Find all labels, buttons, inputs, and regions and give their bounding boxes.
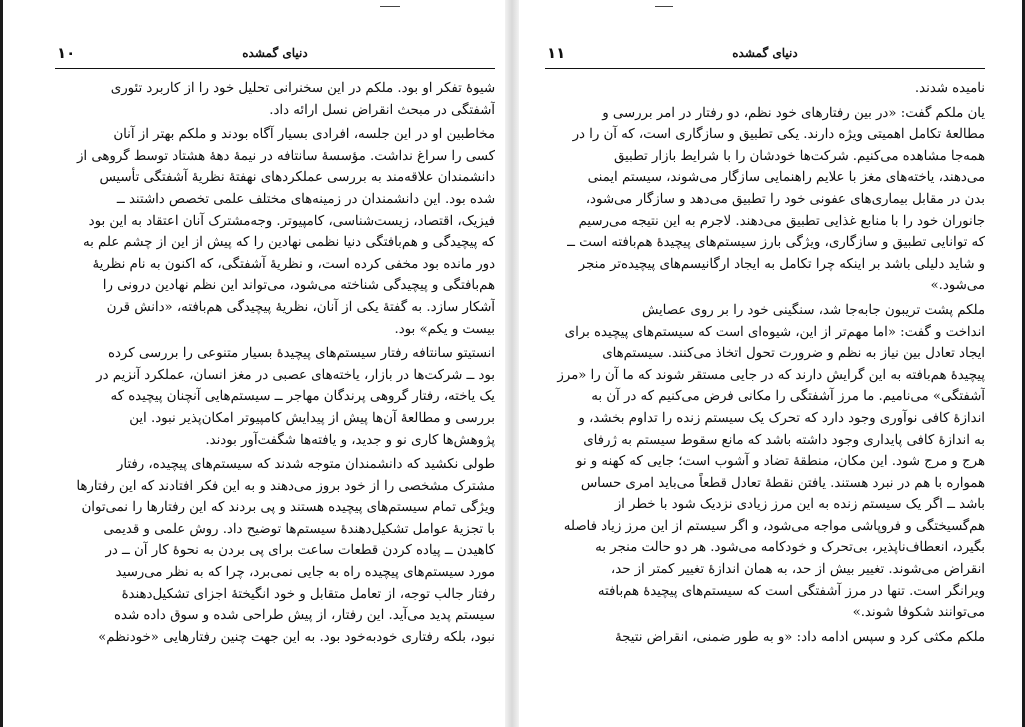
text-line: هم‌گسیختگی و فروپاشی مواجه می‌شود، و اگر سیستم از این مرز زیاد فاصله <box>563 518 985 534</box>
text-line: می‌دهند، یاخته‌های مغز با علایم راهنمایی سازگار می‌شوند، سیستم ایمنی <box>587 170 985 186</box>
paragraph <box>55 124 495 340</box>
text-line: نامیده شدند. <box>914 81 985 96</box>
text-line: یک یاخته، رفتار گروهی پرندگان مهاجر ــ سیستم‌هایی آنچنان پیچیده که <box>110 389 495 405</box>
page-header <box>545 44 985 69</box>
text-line: جانوران خود را با منابع غذایی تطبیق می‌دهند. لاجرم به این نتیجه می‌رسیم <box>578 213 985 229</box>
text-line: پیچیدهٔ هم‌بافته به این گرایش دارند که در جایی مستقر شوند که ما آن را «مرز <box>557 367 985 383</box>
text-line: یان ملکم گفت: «در بین رفتارهای خود نظم، دو رفتار در امر بررسی و <box>602 105 985 121</box>
paragraph <box>55 454 495 648</box>
text-line: ایجاد تعادل بین نیاز به نظم و ضرورت تحول اتخاذ می‌کنند. سیستم‌های <box>602 346 985 362</box>
text-line: بگیرد، انعطاف‌ناپذیر، بی‌تحرک و خودکامه می‌شود. هر دو حالت منجر به <box>595 540 985 556</box>
text-line: کسی را سراغ نداشت. مؤسسهٔ سانتافه در نیمهٔ دههٔ هشتاد توسط گروهی از <box>76 148 495 164</box>
text-line: فیزیک، اقتصاد، زیست‌شناسی، کامپیوتر. وجه‌مشترک آنان اعتقاد به این بود <box>88 213 495 229</box>
text-line: پژوهش‌ها کاری نو و جدید، و یافته‌ها شگفت‌آور بودند. <box>205 432 495 448</box>
text-line: با تجزیهٔ عوامل تشکیل‌دهندهٔ سیستم‌ها توضیح داد. روش علمی و قدیمی <box>103 521 495 537</box>
text-line: آشفتگی» می‌نامیم. ما مرز آشفتگی را مکانی فرض می‌کنیم که در آن به <box>591 389 985 405</box>
text-line: شیوهٔ تفکر او بود. ملکم در این سخنرانی تحلیل خود را از کاربرد تئوری <box>110 81 495 96</box>
page-header <box>55 44 495 69</box>
right-page <box>545 0 985 727</box>
paragraph <box>545 300 985 624</box>
text-line: باشد ــ اگر یک سیستم زنده به این مرز زیادی نزدیک شود با خطر از <box>614 497 985 513</box>
paragraph <box>545 78 985 100</box>
page-body <box>545 78 985 651</box>
running-title: دنیای گمشده <box>732 46 798 60</box>
text-line: نبود، بلکه رفتاری خودبه‌خود بود. به این جهت چنین رفتارهایی «خودنظم» <box>98 629 495 645</box>
text-line: دانشمندان علاقه‌مند به بررسی عملکردهای نهفتهٔ نظریهٔ آشفتگی تأسیس <box>99 170 495 186</box>
book-gutter <box>505 0 519 727</box>
scan-edge-left <box>0 0 3 727</box>
text-line: می‌شود.» <box>930 278 985 294</box>
text-line: اندازهٔ کافی نوآوری وجود دارد که تحرک یک سیستم زنده را تداوم بخشد، و <box>578 410 985 426</box>
text-line: طولی نکشید که دانشمندان متوجه شدند که سیستم‌های پیچیده، رفتار <box>116 457 495 473</box>
text-line: مخاطبین او در این جلسه، افرادی بسیار آگاه بودند و ملکم بهتر از آنان <box>113 127 495 143</box>
text-line: هم‌بافتگی و پیچیدگی شناخته می‌شود، می‌تواند این نظم نهادین درونی را <box>102 278 495 294</box>
text-line: بدن در مقابل بیماری‌های عفونی خود را تطبیق می‌دهد و سازگار می‌شود، <box>585 191 985 207</box>
text-line: ویژگی تمام سیستم‌های پیچیده هستند و پی بردند که این رفتارها را نمی‌توان <box>81 500 495 516</box>
text-line: مورد سیستم‌های پیچیده راه به جایی نمی‌برد، چرا که به نظر می‌رسید <box>115 565 495 581</box>
text-line: که پیچیدگی و هم‌بافتگی دنیا نظمی نهادین را که پیش از این از چشم علم به <box>82 235 495 251</box>
text-line: به اندازهٔ کافی پایداری وجود داشته باشد که مانع سقوط سیستم به ژرفای <box>583 432 985 448</box>
text-line: سیستم پدید می‌آید. این رفتار، از پیش طراحی شده و سوق داده شده <box>114 608 495 624</box>
text-line: می‌توانند شکوفا شوند.» <box>852 605 985 621</box>
text-line: و شاید دلیلی باشد بر اینکه چرا تکامل به ایجاد ارگانیسم‌های پیچیده‌تر منجر <box>578 256 985 272</box>
text-line: مشترک مشخصی را از خود بروز می‌دهند و به این فکر افتادند که این رفتارها <box>76 478 495 494</box>
left-page <box>55 0 495 727</box>
text-line: که توانایی تطبیق و سازگاری، ویژگی بارز سیستم‌های پیچیدهٔ هم‌بافته است ــ <box>567 235 985 251</box>
text-line: شده بود. این دانشمندان در زمینه‌های مختلف علمی تخصص داشتند ــ <box>116 191 495 207</box>
running-title: دنیای گمشده <box>242 46 308 60</box>
paragraph <box>55 78 495 121</box>
text-line: ویرانگر است. تنها در مرز آشفتگی است که سیستم‌های پیچیدهٔ هم‌بافته <box>597 583 985 599</box>
text-line: دور مانده بود مخفی کرده است، و نظریهٔ آشفتگی، که اکنون به نام نظریهٔ <box>92 256 495 272</box>
text-line: انداخت و گفت: «اما مهم‌تر از این، شیوه‌ای است که سیستم‌های پیچیده برای <box>564 324 985 340</box>
text-line: هرج و مرج شود. این مکان، منطقهٔ تضاد و آشوب است؛ جایی که کهنه و نو <box>575 454 985 470</box>
text-line: انستیتو سانتافه رفتار سیستم‌های پیچیدهٔ بسیار متنوعی را بررسی کرده <box>108 346 495 362</box>
text-line: آشفتگی در مبحث انقراض نسل ارائه داد. <box>269 102 495 118</box>
text-line: همواره با هم در نبرد هستند. یافتن نقطهٔ تعادل قطعاً می‌باید امری حساس <box>580 475 985 491</box>
text-line: رفتار جالب توجه، از تعامل متقابل و خود انگیختهٔ اجزای تشکیل‌دهندهٔ <box>121 586 495 602</box>
page-body <box>55 78 495 651</box>
text-line: کاهیدن ــ پیاده کردن قطعات ساعت برای پی بردن به نحوهٔ کار آن ــ در <box>105 543 495 559</box>
paragraph <box>545 103 985 297</box>
text-line: ملکم پشت تریبون جابه‌جا شد، سنگینی خود را بر روی عصایش <box>642 302 985 318</box>
text-line: بود ــ شرکت‌ها در بازار، یاخته‌های عصبی در مغز انسان، عملکرد آنزیم در <box>96 367 495 383</box>
text-line: همه‌جا مشاهده می‌کنیم. شرکت‌ها خودشان را با شرایط بازار تطبیق <box>613 148 985 164</box>
text-line: مطالعهٔ تکامل اهمیتی ویژه دارند. یکی تطبیق و سازگاری است، که آن را در <box>572 127 985 143</box>
text-line: ملکم مکثی کرد و سپس ادامه داد: «و به طور ضمنی، انقراض نتیجهٔ <box>615 629 985 645</box>
text-line: بیست و یکم» بود. <box>394 321 495 337</box>
page-number: ۱۱ <box>547 44 566 62</box>
text-line: انقراض می‌شوند. تغییر بیش از حد، به همان اندازهٔ تغییر کمتر از حد، <box>610 562 985 578</box>
paragraph <box>55 343 495 451</box>
page-number: ۱۰ <box>57 44 76 62</box>
text-line: آشکار سازد. به گفتهٔ یکی از آنان، نظریهٔ پیچیدگی هم‌بافته، «دانش قرن <box>106 299 495 315</box>
paragraph <box>545 627 985 649</box>
text-line: بررسی و مطالعهٔ آن‌ها پیش از پیدایش کامپیوتر امکان‌پذیر نبود. این <box>129 410 495 426</box>
